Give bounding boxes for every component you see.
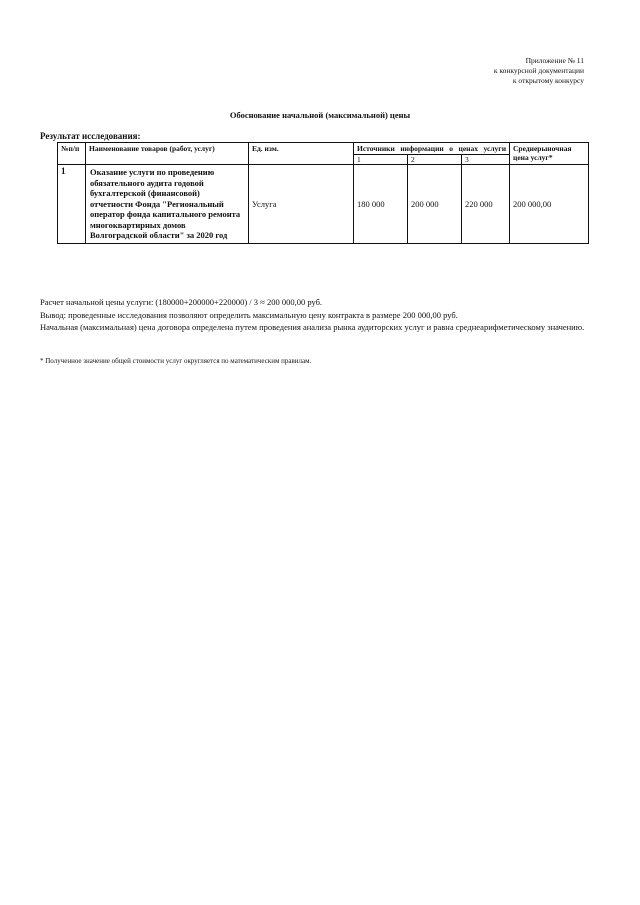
row-avg-price: 200 000,00 — [510, 165, 589, 244]
annex-line-1: Приложение № 11 — [525, 56, 584, 65]
header-num: №п/п — [58, 143, 86, 165]
results-label: Результат исследования: — [40, 131, 141, 141]
annex-line-2: к конкурсной документации — [493, 66, 584, 75]
table-row — [58, 165, 589, 244]
header-source-1: 1 — [354, 155, 408, 165]
header-source-3: 3 — [462, 155, 510, 165]
method-line: Начальная (максимальная) цена договора определена путем проведения анализа рынка аудиторских услуг и равна среднеарифметическому значению. — [40, 322, 585, 332]
document-title: Обоснование начальной (максимальной) цены — [229, 110, 411, 120]
table-header-row — [58, 143, 589, 155]
header-avg-price: Среднерыночная цена услуг* — [510, 143, 589, 165]
footnote: * Полученное значение общей стоимости услуг округляется по математическим правилам. — [40, 357, 312, 365]
header-name: Наименование товаров (работ, услуг) — [86, 143, 249, 165]
row-service-name: Оказание услуги по проведению обязательного аудита годовой бухгалтерской (финансовой) отчетности Фонда "Региональный оператор фонда капитального ремонта многоквартирных домов Волгоградской области" за 2020 год — [86, 165, 249, 244]
annex-note — [494, 56, 584, 86]
row-price-source-1: 180 000 — [354, 165, 408, 244]
row-unit: Услуга — [249, 165, 354, 244]
row-price-source-3: 220 000 — [462, 165, 510, 244]
calculation-block — [40, 296, 592, 334]
header-unit: Ед. изм. — [249, 143, 354, 165]
header-sources: Источники информации о ценах услуги — [354, 143, 510, 155]
header-source-2: 2 — [408, 155, 462, 165]
row-price-source-2: 200 000 — [408, 165, 462, 244]
calculation-line: Расчет начальной цены услуги: (180000+200000+220000) / 3 ≈ 200 000,00 руб. — [40, 297, 323, 307]
conclusion-line: Вывод: проведенные исследования позволяют определить максимальную цену контракта в размере 200 000,00 руб. — [40, 309, 458, 320]
row-num: 1 — [58, 165, 86, 244]
price-table — [57, 142, 589, 244]
annex-line-3: к открытому конкурсу — [512, 76, 584, 85]
